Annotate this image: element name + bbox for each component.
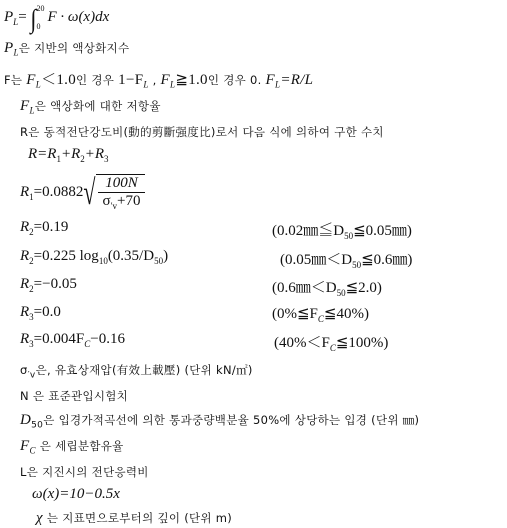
row-lhs-sub: 2	[29, 256, 34, 266]
r1-den-post: +70	[117, 193, 141, 209]
integral-lower: 0	[36, 22, 41, 31]
row-cond-end: ≦0.6㎜)	[361, 252, 413, 268]
r2-row-2-cond	[280, 248, 412, 270]
r1-formula	[20, 171, 145, 212]
fl-symbol: F	[20, 98, 30, 114]
sigma-definition	[20, 362, 253, 380]
row-rhs-end: −0.16	[90, 331, 125, 347]
row-lhs-sub: 2	[29, 227, 34, 237]
row-cond: (0.05㎜＜D	[280, 252, 353, 268]
row-cond: (0.02㎜≦D	[272, 223, 345, 239]
row-cond-sub: 50	[344, 231, 354, 241]
l-definition: L은 지진시의 전단응력비	[20, 465, 149, 479]
row-lhs: R	[20, 219, 30, 235]
integral-sign: ∫	[30, 3, 37, 34]
row-cond-end: ≦2.0)	[345, 280, 382, 296]
row-cond: (0%≦F	[272, 306, 318, 322]
row-lhs-sub: 3	[29, 312, 34, 322]
r1-numerator: 100N	[98, 175, 144, 193]
row-rhs-end: (0.35/D	[107, 248, 155, 264]
row-lhs: R	[20, 276, 30, 292]
r2-row-1	[20, 219, 68, 237]
f-definition	[4, 68, 313, 89]
x-text: 는 지표면으로부터의 깊이 (단위 m)	[42, 511, 233, 525]
x-definition	[36, 510, 232, 527]
main-formula	[4, 4, 109, 32]
row-cond: (40%＜F	[274, 335, 330, 351]
pl-text: 은 지반의 액상화지수	[18, 41, 130, 55]
r1-lhs-sub: 1	[29, 191, 34, 202]
omega-formula	[32, 486, 120, 503]
row-cond-sub: C	[329, 343, 336, 353]
r1-eq: =0.0882	[33, 183, 84, 200]
r-sum-text: R=R	[28, 146, 57, 162]
row-cond-sub: 50	[352, 260, 362, 270]
row-cond-sub: C	[317, 314, 324, 324]
r2-row-2	[20, 248, 168, 266]
row-rhs-sub2: 50	[154, 256, 164, 266]
f-c2-sym: F	[160, 72, 171, 88]
row-lhs: R	[20, 331, 30, 347]
r2-row-1-cond	[272, 219, 412, 241]
sigma-text: 은, 유효상재압(有效上載壓) (단위 kN/㎡)	[35, 363, 253, 377]
integral-upper: 20	[36, 4, 45, 13]
f-c2-text: 인 경우 0.	[207, 73, 266, 87]
r-sum-s2: 2	[80, 154, 85, 164]
r-sum-p1: +R	[60, 146, 81, 162]
row-lhs-sub: 2	[29, 284, 34, 294]
row-cond-end: ≦40%)	[323, 306, 369, 322]
fc-symbol: F	[20, 438, 30, 454]
fc-symbol-sub: C	[29, 445, 36, 456]
d50-definition	[20, 412, 419, 430]
omega-text: ω(x)=10−0.5x	[32, 486, 120, 502]
row-rhs: =0.225 log	[33, 248, 99, 264]
formula-lhs-sub: L	[13, 16, 19, 27]
r1-lhs: R	[20, 183, 30, 200]
r1-den-pre: σ	[102, 193, 111, 209]
row-rhs: =−0.05	[33, 276, 77, 292]
d50-symbol: D	[20, 412, 32, 428]
fl-text: 은 액상화에 대한 저항율	[34, 99, 161, 113]
f-c2-sub: L	[170, 79, 176, 90]
pl-symbol-sub: L	[13, 47, 19, 58]
f-c2-rel: ≧1.0	[175, 72, 208, 88]
formula-lhs: P	[4, 8, 14, 25]
r2-row-3-cond	[272, 276, 382, 298]
r2-row-3	[20, 276, 77, 294]
r1-fraction	[98, 175, 144, 211]
f-c1-rel: ＜1.0	[41, 72, 77, 88]
f-c1-val: 1−F	[118, 72, 144, 88]
f-def-prefix: F는	[4, 73, 27, 87]
formula-eq: =	[18, 8, 27, 25]
fl-definition	[20, 98, 161, 115]
row-cond-end: ≦100%)	[335, 335, 389, 351]
r1-denominator	[98, 193, 144, 211]
r-sum-s1: 1	[56, 154, 61, 164]
r-sum-p2: +R	[84, 146, 105, 162]
row-rhs-sub: C	[84, 339, 91, 349]
f-c1-text: 인 경우	[76, 73, 119, 87]
row-lhs: R	[20, 248, 30, 264]
f-c1-val-sub: L	[143, 79, 149, 90]
r1-sqrt	[96, 174, 144, 211]
f-c3-sym: F	[265, 72, 275, 88]
d50-text: 은 입경가적곡선에 의한 통과중량백분율 50%에 상당하는 입경 (단위 ㎜)	[43, 413, 420, 427]
r3-row-2-cond	[274, 331, 388, 353]
integrand: F · ω(x)dx	[47, 8, 110, 25]
sigma-symbol-sub: ′v	[27, 370, 36, 381]
row-lhs: R	[20, 304, 30, 320]
r3-row-1	[20, 304, 61, 322]
f-sep: ,	[148, 73, 161, 87]
radical-sign: √	[83, 171, 96, 212]
d50-symbol-sub: 50	[31, 420, 44, 431]
fc-text: 은 세립분함유율	[35, 439, 124, 453]
row-rhs-sub: 10	[98, 256, 108, 266]
row-lhs-sub: 3	[29, 339, 34, 349]
row-cond-end: ≦0.05㎜)	[353, 223, 412, 239]
f-c1-sym: F	[26, 72, 36, 88]
f-c3-rhs: =R/L	[280, 72, 314, 88]
r3-row-1-cond	[272, 304, 369, 324]
x-symbol: χ	[36, 510, 43, 526]
r-sum-s3: 3	[104, 154, 109, 164]
pl-definition	[4, 40, 129, 57]
row-cond: (0.6㎜＜D	[272, 280, 337, 296]
fl-symbol-sub: L	[29, 105, 35, 116]
row-cond-sub: 50	[336, 288, 346, 298]
n-definition: N 은 표준관입시험치	[20, 389, 129, 403]
f-c3-sub: L	[275, 79, 281, 90]
pl-symbol: P	[4, 40, 14, 56]
row-rhs: =0.004F	[33, 331, 85, 347]
sigma-symbol: σ	[20, 363, 28, 377]
f-c1-sub: L	[35, 79, 42, 90]
fc-definition	[20, 438, 124, 455]
row-rhs-end2: )	[163, 248, 169, 264]
r3-row-2	[20, 331, 125, 349]
integral-limits	[36, 4, 44, 31]
r-definition: R은 동적전단강도비(動的剪斷强度比)로서 다음 식에 의하여 구한 수치	[20, 125, 384, 139]
r-sum-formula	[28, 146, 109, 164]
r1-den-sub: ′v	[110, 201, 118, 211]
row-rhs: =0.19	[33, 219, 69, 235]
row-rhs: =0.0	[33, 304, 61, 320]
